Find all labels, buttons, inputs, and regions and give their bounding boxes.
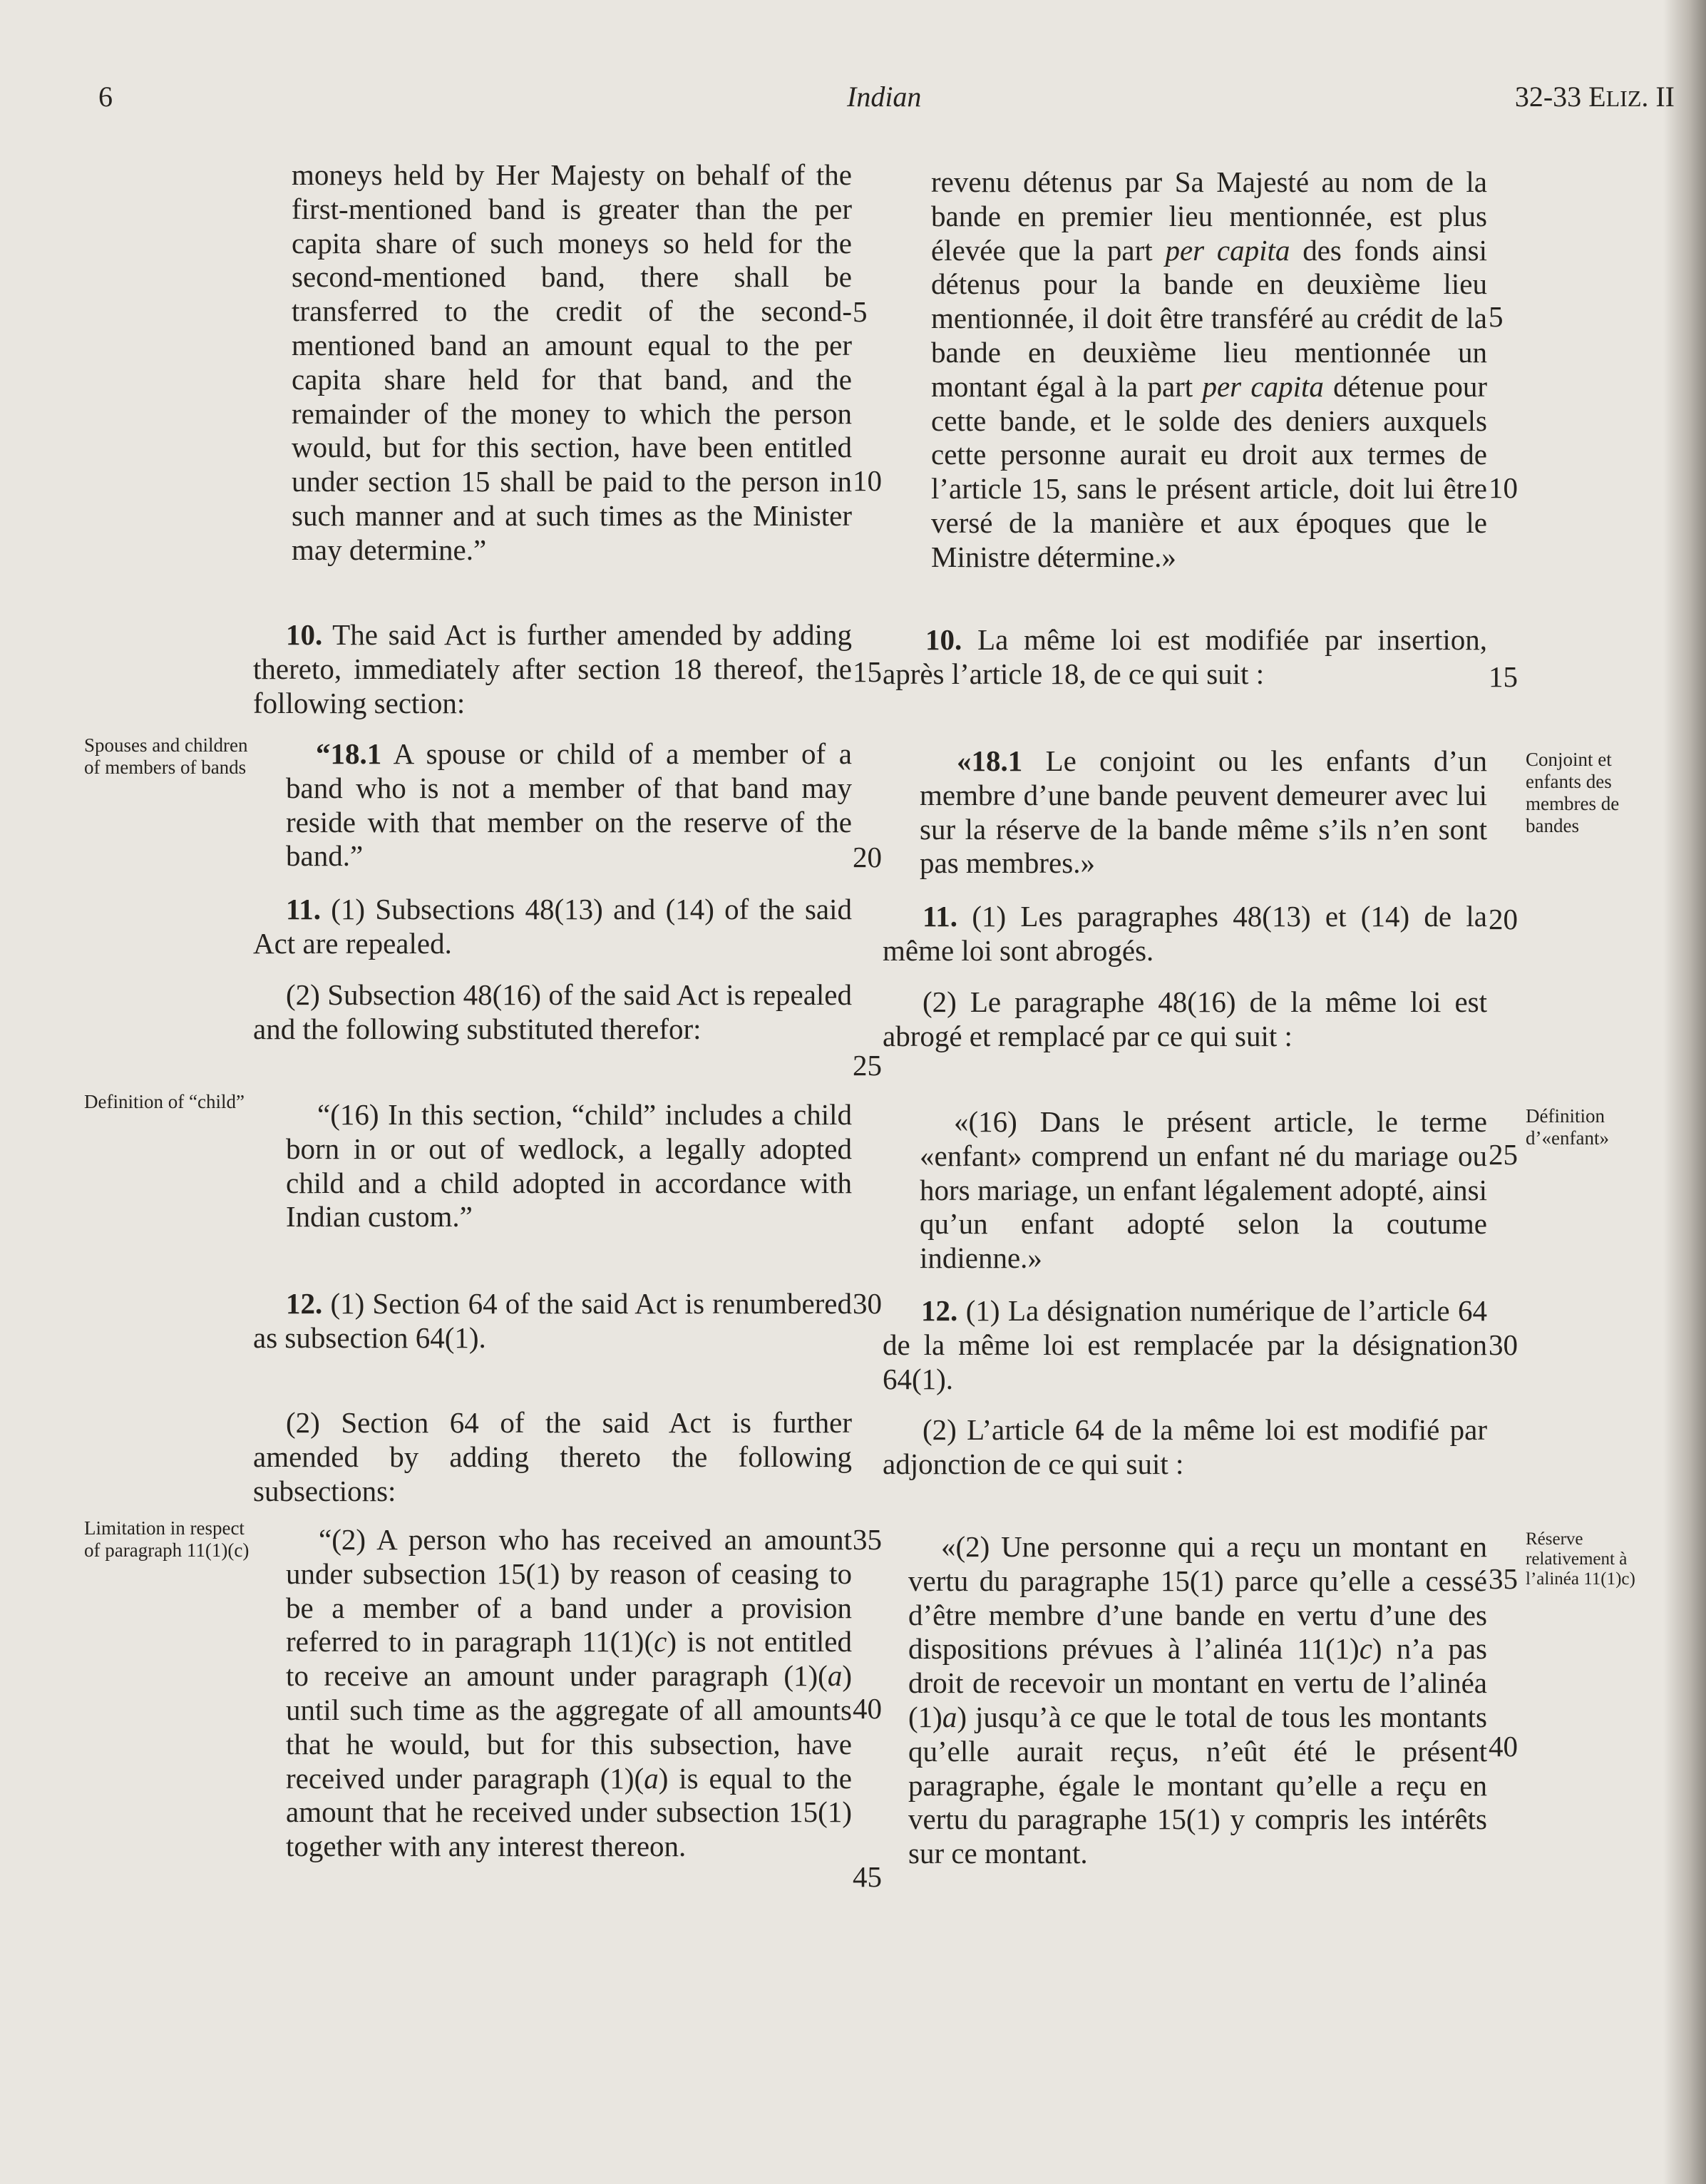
line-number: 40 bbox=[1489, 1730, 1518, 1763]
article-12-2: (2) L’article 64 de la même loi est modifié par adjonction de ce qui suit : bbox=[883, 1413, 1487, 1480]
running-title: Indian bbox=[847, 81, 922, 113]
paragraphe-suite: revenu détenus par Sa Majesté au nom de la bande en premier lieu mentionnée, est plus élevée que la part per capita des fonds ainsi détenus pour la bande en deuxième lieu mentionnée, il doit être transféré au crédit de la bande en deuxième lieu mentionnée un montant égal à la part per capita détenue pour cette bande, et le solde des deniers auxquels cette personne aurait eu droit aux termes de l’article 15, sans le présent article, doit lui être versé de la manière et aux époques que le Ministre détermine.» bbox=[931, 165, 1488, 573]
paragraphe-16: «(16) Dans le présent article, le terme «enfant» comprend un enfant né du mariage ou hors mariage, un enfant légalement adopté, ainsi qu’un enfant adopté selon la coutume indienne.» bbox=[920, 1105, 1487, 1275]
line-number: 45 bbox=[853, 1860, 882, 1893]
line-number: 25 bbox=[1489, 1138, 1518, 1171]
line-number: 30 bbox=[1489, 1328, 1518, 1361]
french-column bbox=[883, 165, 1487, 1969]
line-number: 35 bbox=[1489, 1562, 1518, 1595]
article-12-1: 12. (1) La désignation numérique de l’article 64 de la même loi est remplacée par la désignation 64(1). bbox=[883, 1294, 1487, 1395]
article-11-2: (2) Le paragraphe 48(16) de la même loi est abrogé et remplacé par ce qui suit : bbox=[883, 985, 1487, 1052]
paragraphe-64-2: «(2) Une personne qui a reçu un montant en vertu du paragraphe 15(1) parce qu’elle a cessé d’être membre d’une bande en vertu d’une des dispositions prévues à l’alinéa 11(1)c) n’a pas droit de recevoir un montant en vertu de l’alinéa (1)a) jusqu’à ce que le total de tous les montants qu’elle aurait reçus, n’eût été le présent paragraphe, égale le montant qu’elle a reçu en vertu du paragraphe 15(1) y compris les intérêts sur ce montant. bbox=[908, 1530, 1487, 1870]
line-number: 20 bbox=[1489, 903, 1518, 935]
margin-note: Définition d’«enfant» bbox=[1526, 1105, 1609, 1149]
page-number: 6 bbox=[98, 81, 113, 113]
line-number: 10 bbox=[1489, 471, 1518, 504]
line-number: 35 bbox=[853, 1523, 882, 1556]
line-number: 15 bbox=[1489, 660, 1518, 693]
session-reference: 32-33 ELIZ. II bbox=[1514, 81, 1675, 113]
line-number: 25 bbox=[853, 1049, 882, 1082]
section-12-1: 12. (1) Section 64 of the said Act is renumbered as subsection 64(1). bbox=[253, 1287, 853, 1354]
subsection-64-2: “(2) A person who has received an amount under subsection 15(1) by reason of ceasing to be a member of a band under a provision referred to in paragraph 11(1)(c) is not entitled to receive an amount under paragraph (1)(a) until such time as the aggregate of all amounts that he would, but for this subsection, have received under paragraph (1)(a) is equal to the amount that he received under subsection 15(1) together with any interest thereon. bbox=[286, 1523, 852, 1863]
line-number: 5 bbox=[1489, 300, 1504, 333]
article-11-1: 11. (1) Les paragraphes 48(13) et (14) de la même loi sont abrogés. bbox=[883, 900, 1488, 967]
article-18-1: «18.1 Le conjoint ou les enfants d’un membre d’une bande peuvent demeurer avec lui sur la réserve de la bande même s’ils n’en sont pas membres.» bbox=[920, 744, 1487, 880]
line-number: 5 bbox=[853, 295, 868, 328]
section-11-2: (2) Subsection 48(16) of the said Act is repealed and the following substituted therefor: bbox=[253, 978, 852, 1045]
margin-note: Definition of “child” bbox=[84, 1091, 245, 1112]
margin-note: Spouses and children of members of bands bbox=[84, 734, 248, 778]
section-11-1: 11. (1) Subsections 48(13) and (14) of the said Act are repealed. bbox=[253, 893, 853, 960]
section-10: 10. The said Act is further amended by adding thereto, immediately after section 18 thereof, the following section: bbox=[253, 618, 852, 719]
line-number: 40 bbox=[853, 1692, 882, 1725]
page-edge-shadow bbox=[1663, 0, 1706, 2184]
line-number: 15 bbox=[853, 655, 882, 688]
section-18-1: “18.1 A spouse or child of a member of a band who is not a member of that band may reside with that member on the reserve of the band.” bbox=[286, 737, 852, 873]
line-number: 10 bbox=[853, 464, 882, 497]
section-12-2: (2) Section 64 of the said Act is further amended by adding thereto the following subsections: bbox=[253, 1406, 852, 1507]
paragraph-continuation: moneys held by Her Majesty on behalf of the first-mentioned band is greater than the per capita share of such moneys so held for the second-mentioned band, there shall be transferred to the credit of the second-mentioned band an amount equal to the per capita share held for that band, and the remainder of the money to which the person would, but for this section, have been entitled under section 15 shall be paid to the person in such manner and at such times as the Minister may determine.” bbox=[292, 158, 852, 566]
english-column bbox=[253, 158, 852, 1969]
line-number: 30 bbox=[853, 1287, 882, 1320]
margin-note: Conjoint et enfants des membres de bandes bbox=[1526, 749, 1620, 836]
margin-note: Limitation in respect of paragraph 11(1)(c) bbox=[84, 1517, 250, 1561]
article-10: 10. La même loi est modifiée par insertion, après l’article 18, de ce qui suit : bbox=[883, 623, 1487, 690]
subsection-16: “(16) In this section, “child” includes a child born in or out of wedlock, a legally adopted child and a child adopted in accordance with Indian custom.” bbox=[286, 1098, 852, 1234]
line-number: 20 bbox=[853, 841, 882, 873]
margin-note: Réserve relativement à l’alinéa 11(1)c) bbox=[1526, 1529, 1635, 1589]
